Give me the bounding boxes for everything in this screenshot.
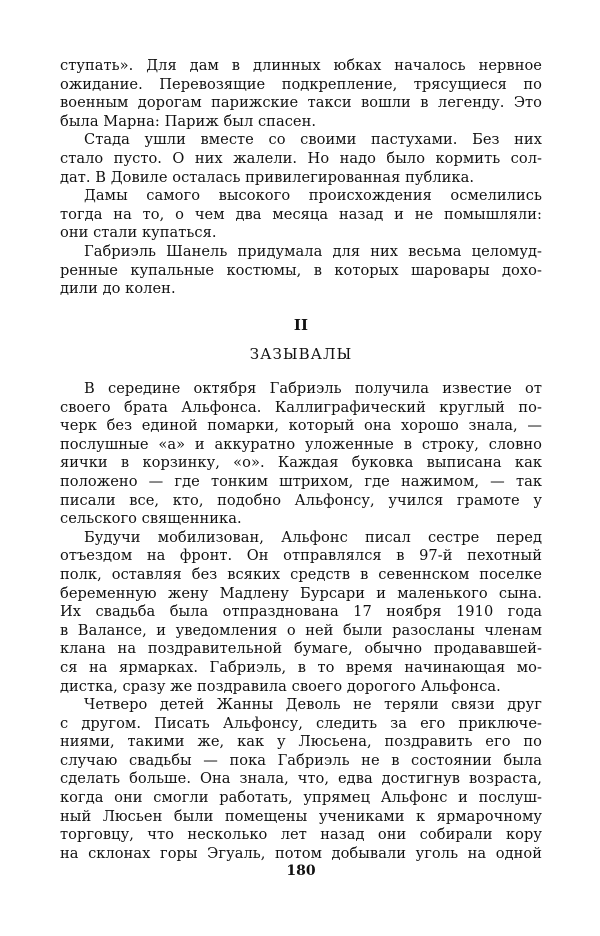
text-line: писали все, кто, подобно Альфонсу, учился грамоте у — [60, 491, 542, 509]
text-line: в Валансе, и уведомления о ней были разосланы членам — [60, 621, 542, 639]
text-line: Габриэль Шанель придумала для них весьма целомуд- — [84, 242, 542, 260]
text-line: тогда на то, о чем два месяца назад и не помышляли: — [60, 205, 542, 223]
text-line: они стали купаться. — [60, 224, 217, 242]
top-text-block — [60, 57, 542, 299]
text-line: Четверо детей Жанны Деволь не теряли связи друг — [84, 696, 542, 714]
text-line: ниями, такими же, как у Люсьена, поздравить его по — [60, 733, 542, 751]
text-line: положено — где тонким штрихом, где нажимом, — так — [60, 472, 542, 490]
text-line: с другом. Писать Альфонсу, следить за его приключе- — [60, 714, 542, 732]
text-line: ренные купальные костюмы, в которых шаровары дохо- — [60, 261, 542, 279]
text-line: ся на ярмарках. Габриэль, в то время начинающая мо- — [60, 658, 542, 676]
text-line: Будучи мобилизован, Альфонс писал сестре перед — [84, 528, 542, 546]
text-line: ный Люсьен были помещены учениками к ярмарочному — [60, 807, 542, 825]
body-text-block — [60, 380, 542, 863]
text-line: дили до колен. — [60, 280, 176, 298]
chapter-number: II — [293, 316, 309, 334]
text-line: полк, оставляя без всяких средств в севеннском поселке — [60, 565, 542, 583]
text-line: ожидание. Перевозящие подкрепление, трясущиеся по — [60, 75, 542, 93]
text-line: военным дорогам парижские такси вошли в легенду. Это — [60, 94, 542, 112]
text-line: послушные «а» и аккуратно уложенные в строку, словно — [60, 435, 542, 453]
text-line: дат. В Довиле осталась привилегированная публика. — [60, 168, 475, 186]
page-number: 180 — [286, 863, 316, 879]
text-line: стало пусто. О них жалели. Но надо было кормить сол- — [60, 149, 542, 167]
chapter-title: ЗАЗЫВАЛЫ — [249, 345, 353, 363]
text-line: ступать». Для дам в длинных юбках началось нервное — [60, 57, 542, 74]
text-line: клана на поздравительной бумаге, обычно продававшей- — [60, 640, 542, 658]
text-line: сельского священника. — [60, 510, 242, 528]
text-line: дистка, сразу же поздравила своего дорогого Альфонса. — [60, 677, 501, 695]
text-line: Дамы самого высокого происхождения осмелились — [84, 187, 542, 205]
text-line: Их свадьба была отпразднована 17 ноября 1910 года — [60, 603, 542, 621]
text-line: своего брата Альфонса. Каллиграфический круглый по- — [60, 398, 542, 416]
text-line: когда они смогли работать, упрямец Альфонс и послуш- — [60, 789, 542, 807]
text-line: беременную жену Мадлену Бурсари и маленького сына. — [60, 584, 542, 602]
text-line: случаю свадьбы — пока Габриэль не в состоянии была — [60, 751, 542, 769]
text-line: отъездом на фронт. Он отправлялся в 97-й пехотный — [60, 547, 542, 565]
text-line: на склонах горы Эгуаль, потом добывали уголь на одной — [60, 844, 542, 862]
text-line: Стада ушли вместе со своими пастухами. Без них — [84, 131, 542, 149]
text-line: сделать больше. Она знала, что, едва достигнув возраста, — [60, 770, 542, 788]
text-line: торговцу, что несколько лет назад они собирали кору — [60, 826, 542, 844]
text-line: была Марна: Париж был спасен. — [60, 112, 317, 130]
text-line: черк без единой помарки, который она хорошо знала, — — [60, 417, 542, 435]
text-line: В середине октября Габриэль получила известие от — [84, 380, 542, 397]
text-line: яички в корзинку, «о». Каждая буковка выписана как — [60, 454, 542, 472]
